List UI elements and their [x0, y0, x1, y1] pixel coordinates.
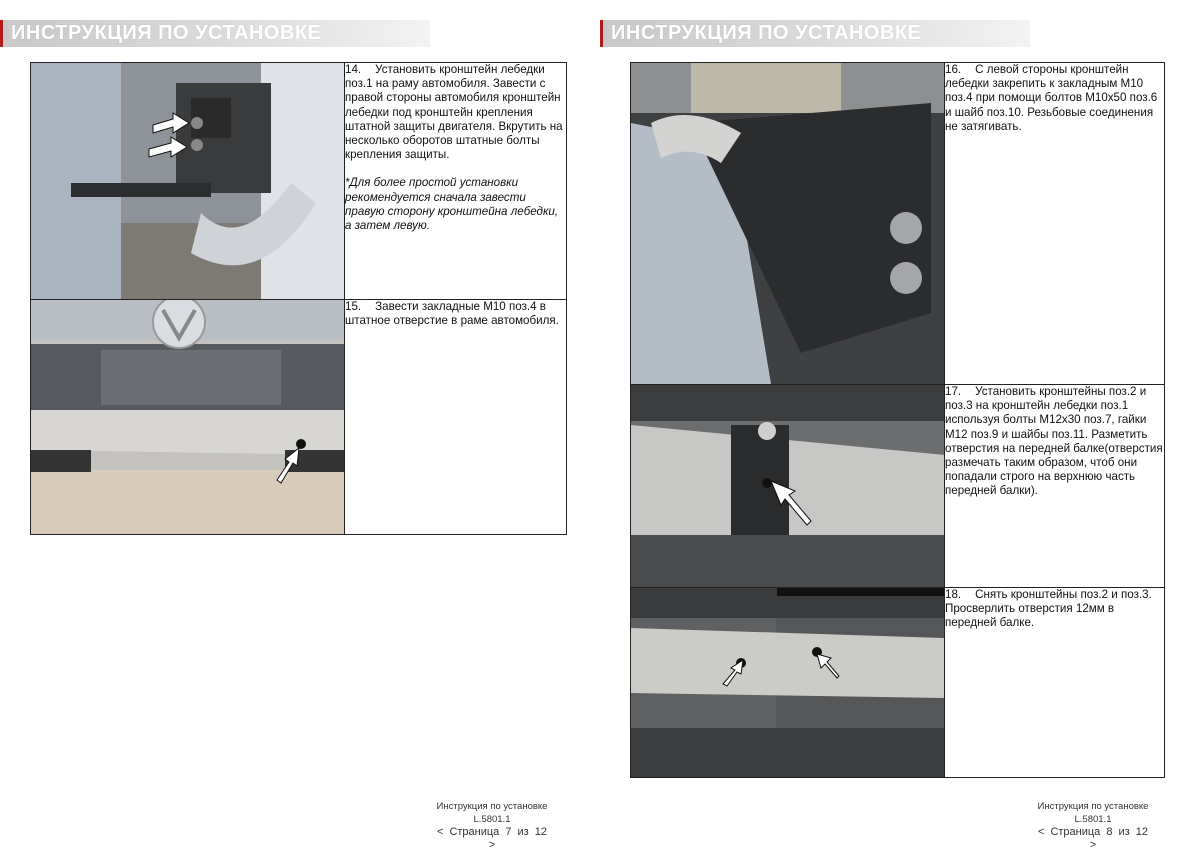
page-8 [600, 0, 1200, 851]
step-text: Снять кронштейны поз.2 и поз.3. Просверлить отверстия 12мм в передней балке. [945, 588, 1152, 630]
step-18-photo [631, 588, 945, 778]
step-14-text-cell [345, 63, 567, 300]
step-text: Завести закладные М10 поз.4 в штатное отверстие в раме автомобиля. [345, 300, 559, 328]
step-14-photo [31, 63, 345, 300]
step-text: С левой стороны кронштейн лебедки закрепить к закладным М10 поз.4 при помощи болтов М10х50 поз.6 и шайб поз.10. Резьбовые соединения не затягивать. [945, 63, 1158, 133]
page-7 [0, 0, 600, 851]
step-row-14 [31, 63, 567, 300]
section-header-title: ИНСТРУКЦИЯ ПО УСТАНОВКЕ [11, 22, 322, 44]
step-number: 16. [945, 63, 962, 76]
step-row-18 [631, 588, 1165, 778]
step-16-photo [631, 63, 945, 385]
step-15-photo [31, 300, 345, 535]
steps-table [630, 62, 1165, 778]
step-18-text-cell [945, 588, 1165, 778]
section-header [600, 20, 1030, 47]
step-17-photo [631, 385, 945, 588]
footer-doc-title: Инструкция по установке L.5801.1 [1037, 801, 1149, 825]
footer-page-number: < Страница 8 из 12 > [1037, 826, 1149, 851]
page-footer [1036, 800, 1150, 852]
section-header-title: ИНСТРУКЦИЯ ПО УСТАНОВКЕ [611, 22, 922, 44]
step-number: 17. [945, 385, 962, 398]
step-number: 14. [345, 63, 362, 76]
step-number: 18. [945, 588, 962, 601]
step-16-text-cell [945, 63, 1165, 385]
step-row-15 [31, 300, 567, 535]
footer-page-number: < Страница 7 из 12 > [436, 826, 548, 851]
step-row-17 [631, 385, 1165, 588]
step-17-text-cell [945, 385, 1165, 588]
steps-table [30, 62, 567, 535]
step-text: Установить кронштейн лебедки поз.1 на раму автомобиля. Завести с правой стороны автомобиля кронштейн лебедки под кронштейн крепления штатной защиты двигателя. Вкрутить на несколько оборотов штатные болты крепления защиты. [345, 63, 563, 162]
step-15-text-cell [345, 300, 567, 535]
step-text: Установить кронштейны поз.2 и поз.3 на кронштейн лебедки поз.1 используя болты М12х30 поз.7, гайки М12 поз.9 и шайбы поз.11. Разметить отверстия на передней балке(отверстия размечать таким образом, чтоб они попадали строго на верхнюю часть передней балки). [945, 385, 1163, 498]
step-number: 15. [345, 300, 362, 313]
section-header [0, 20, 430, 47]
page-footer [436, 800, 548, 852]
step-row-16 [631, 63, 1165, 385]
step-note: *Для более простой установки рекомендуется сначала завести правую сторону кронштейна лебедки, а затем левую. [345, 176, 559, 233]
footer-doc-title: Инструкция по установке L.5801.1 [436, 801, 548, 825]
